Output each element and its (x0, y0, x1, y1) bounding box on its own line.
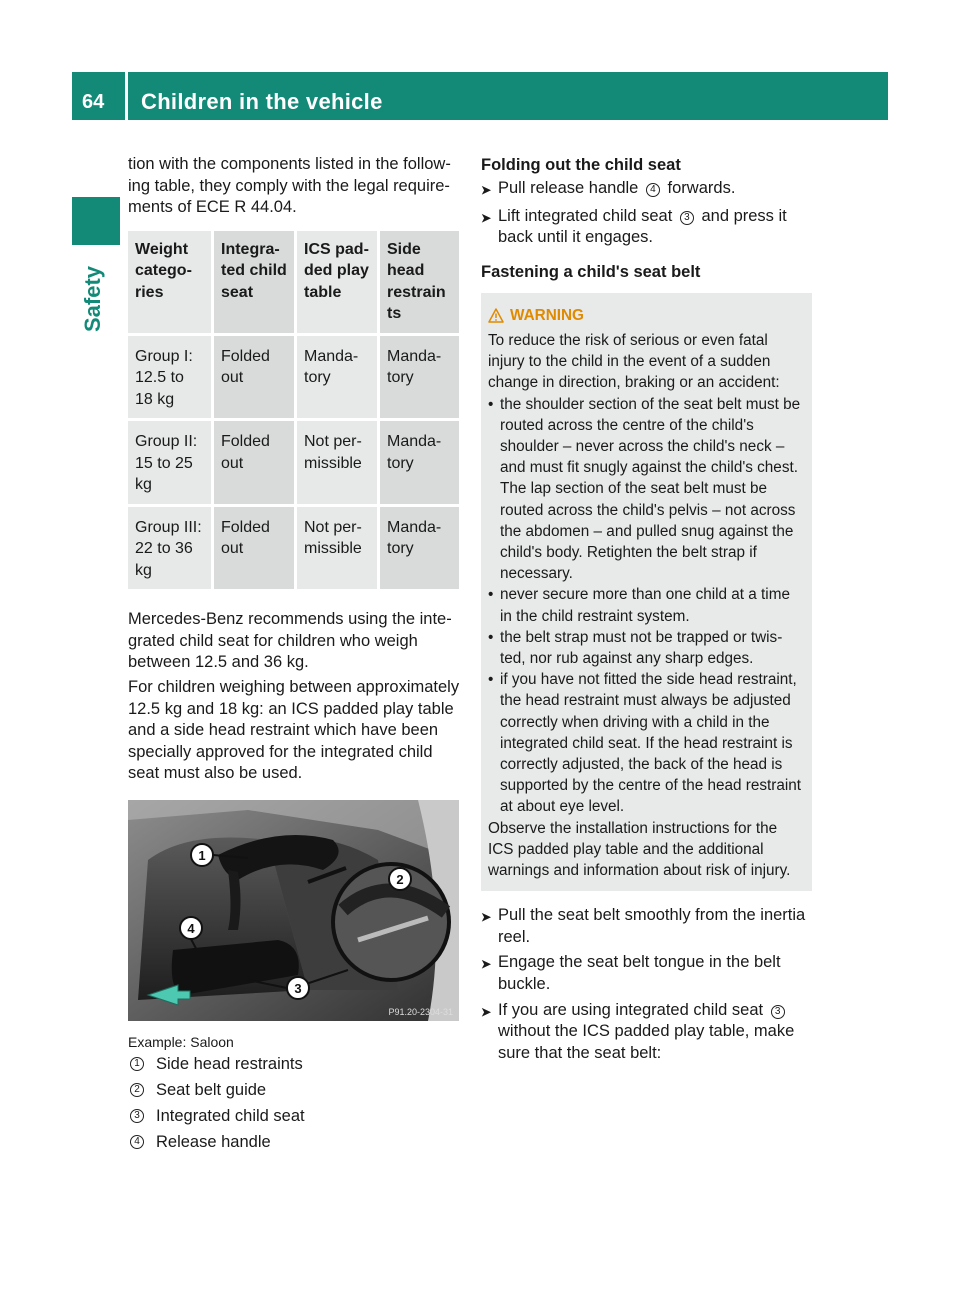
warning-bullet-text: the belt strap must not be trapped or twis-ted, nor rub against any sharp edges. (500, 628, 783, 668)
bullet-icon: • (488, 628, 494, 646)
table-cell: Folded out (211, 504, 294, 590)
svg-text:2: 2 (396, 872, 404, 888)
warning-bullet-text: if you have not fitted the side head restraint, the head restraint must always be adjusted correctly when driving with a child in the integrated child seat. If the head restraint is correctly adjusted, the back of the head is supported by the centre of the head restraint at about eye level. (500, 671, 802, 816)
table-cell: Manda-tory (377, 333, 459, 419)
seat-photo (128, 800, 459, 1021)
item-number-icon: 3 (771, 1005, 785, 1019)
figure-caption: Example: Saloon (128, 1034, 234, 1051)
legend-number-icon: 1 (130, 1057, 144, 1071)
table-cell: Manda-tory (377, 418, 459, 504)
table-header-cell: Integra-ted child seat (211, 231, 294, 333)
legend-number-icon: 2 (130, 1083, 144, 1097)
warning-outro: Observe the installation instructions for the ICS padded play table and the additional warnings and information about risk of injury. (488, 819, 791, 880)
legend-label: Seat belt guide (156, 1081, 267, 1100)
legend-item (128, 1077, 460, 1103)
step-arrow-icon: ➤ (481, 183, 492, 197)
legend-item (128, 1129, 460, 1155)
svg-text:3: 3 (294, 981, 302, 997)
item-number-icon: 3 (680, 211, 694, 225)
step-arrow-icon: ➤ (481, 210, 492, 225)
side-tab-marker (72, 197, 120, 245)
instruction-step (481, 952, 813, 995)
warning-bullet (488, 669, 806, 817)
left-column (128, 154, 460, 1155)
warning-header (488, 305, 806, 326)
warning-intro: To reduce the risk of serious or even fatal injury to the child in the event of a sudden change in direction, braking or an accident: (488, 331, 780, 392)
table-cell: Not per-missible (294, 504, 377, 590)
figure-code: P91.20-2304-31 (388, 1007, 453, 1018)
page-number: 64 (82, 91, 105, 113)
table-cell: Group III: 22 to 36 kg (128, 504, 211, 590)
warning-triangle-icon (488, 308, 504, 323)
legend-item (128, 1051, 460, 1077)
side-tab-label: Safety (80, 265, 105, 332)
intro-paragraph: tion with the components listed in the follow-ing table, they comply with the legal require-ments of ECE R 44.04. (128, 155, 451, 217)
table-header-cell: Weight catego-ries (128, 231, 211, 333)
table-cell: Manda-tory (377, 504, 459, 590)
step-arrow-icon: ➤ (481, 1004, 492, 1019)
item-number-icon: 4 (646, 183, 660, 197)
instruction-step (481, 206, 813, 249)
legend-item (128, 1103, 460, 1129)
step-text: and press it back until it engages. (498, 206, 787, 247)
child-seat-table (128, 231, 459, 590)
table-cell: Manda-tory (294, 333, 377, 419)
bullet-icon: • (488, 671, 494, 689)
table-header-cell: Side head restrain ts (377, 231, 459, 333)
right-column (481, 154, 813, 1068)
bullet-icon: • (488, 395, 494, 413)
step-arrow-icon: ➤ (481, 957, 492, 972)
table-row (128, 504, 459, 590)
table-cell: Not per-missible (294, 418, 377, 504)
step-text: Pull release handle (498, 179, 639, 197)
legend-number-icon: 4 (130, 1135, 144, 1149)
fastening-heading: Fastening a child's seat belt (481, 262, 701, 281)
warning-bullet-text: never secure more than one child at a time in the child restraint system. (500, 586, 790, 625)
chapter-title: Children in the vehicle (141, 89, 383, 114)
recommendation-paragraph: Mercedes-Benz recommends using the inte-grated child seat for children who weigh between 12.5 and 36 kg. (128, 610, 452, 672)
instruction-step (481, 1000, 813, 1065)
instruction-step (481, 178, 813, 202)
folding-heading: Folding out the child seat (481, 156, 681, 174)
svg-text:4: 4 (187, 921, 195, 937)
step-text: Engage the seat belt tongue in the belt buckle. (498, 953, 781, 994)
table-header-cell: ICS pad-ded play table (294, 231, 377, 333)
warning-bullet-text: the shoulder section of the seat belt must be routed across the centre of the child's shoulder – never across the child's neck – and must fit snugly against the child's chest. The lap section of the seat belt must be routed across the child's pelvis – not across the abdomen – and pulled snug against the child's body. Retighten the belt strap if necessary. (500, 395, 801, 583)
table-header-row (128, 231, 459, 333)
instruction-step (481, 905, 813, 948)
legend-label: Side head restraints (156, 1055, 303, 1074)
table-cell: Group II: 15 to 25 kg (128, 418, 211, 504)
table-cell: Group I: 12.5 to 18 kg (128, 333, 211, 419)
table-row (128, 418, 459, 504)
table-cell: Folded out (211, 333, 294, 419)
warning-bullet (488, 584, 806, 626)
legend-label: Release handle (156, 1133, 271, 1152)
bullet-icon: • (488, 586, 494, 604)
warning-bullet (488, 394, 806, 585)
child-seat-illustration (128, 800, 459, 1021)
warning-bullet (488, 627, 806, 669)
svg-text:1: 1 (198, 848, 206, 864)
step-text: If you are using integrated child seat (498, 1000, 764, 1019)
weight-paragraph: For children weighing between approximately 12.5 kg and 18 kg: an ICS padded play table and a side head restraint which have been specially approved for the integrated child seat must also be used. (128, 678, 460, 783)
step-text: forwards. (667, 179, 736, 197)
step-arrow-icon: ➤ (481, 910, 492, 925)
table-cell: Folded out (211, 418, 294, 504)
table-row (128, 333, 459, 419)
header-separator (125, 72, 128, 120)
step-text: Pull the seat belt smoothly from the inertia reel. (498, 906, 806, 946)
legend-number-icon: 3 (130, 1109, 144, 1123)
legend-label: Integrated child seat (156, 1107, 305, 1126)
warning-box (481, 293, 812, 891)
step-text: Lift integrated child seat (498, 206, 673, 225)
step-text: without the ICS padded play table, make sure that the seat belt: (498, 1022, 795, 1062)
warning-title: WARNING (510, 306, 584, 324)
